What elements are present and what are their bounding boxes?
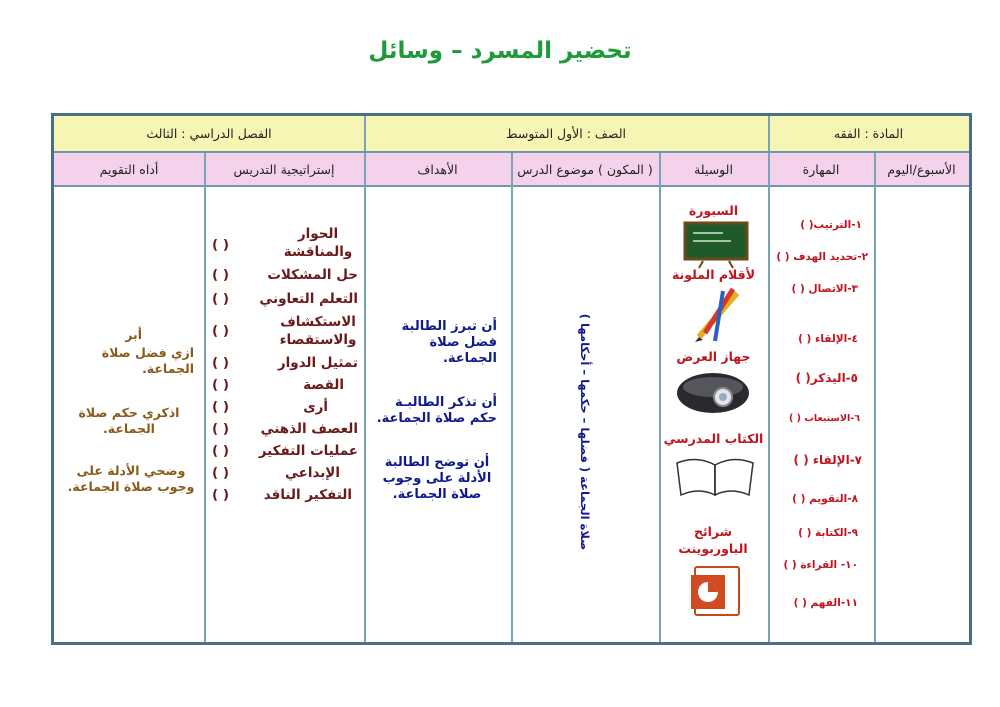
evaluation-item: ازي فضل صلاة الجماعة. [101,345,194,376]
col-topic: ( المكون ) موضوع الدرس [517,161,653,177]
grade-cell: الصف : الأول المتوسط [506,126,626,141]
lesson-topic-text: صلاة الجماعة ( فضلها – حكمها – أحكامها ) [577,313,592,551]
lesson-plan-table [51,113,972,645]
objective-item: أن توضح الطالبة الأدلة على وجوب صلاة الجماعة. [382,455,492,502]
skill-item: ٢-تحديد الهدف ( ) [776,251,868,263]
strategy-item: الحوار والمناقشة [283,226,353,260]
skill-item: ٧-الإلقاء ( ) [793,453,862,467]
tool-label: السبورة [688,203,739,218]
skill-item: ٤-الإلقاء ( ) [798,333,858,345]
col-evaluation: أداه التقويم [99,161,159,177]
strategy-item: الإبداعي [284,465,340,481]
evaluation-item: وضحي الأدلة على وجوب صلاة الجماعة. [67,463,195,494]
evaluation-item: اذكري حكم صلاة الجماعة. [78,405,180,436]
col-tool: الوسيلة [694,161,733,177]
checkbox-paren[interactable]: ( ) [212,237,230,253]
col-skill: المهارة [802,161,840,177]
objective-item: أن تبرز الطالبة فضل صلاة الجماعة. [401,319,497,366]
projector-icon [673,367,753,417]
evaluation-item: أبر [125,327,142,342]
tools-column [659,187,768,642]
skill-item: ٩-الكتابة ( ) [798,527,858,539]
tool-label: شرائح الباوربوينت [678,524,748,556]
page-title: تحضير المسرد – وسائل [368,38,632,64]
col-strategy: إستراتيجية التدريس [233,161,335,177]
checkbox-paren[interactable]: ( ) [212,487,230,503]
checkbox-paren[interactable]: ( ) [212,291,230,307]
strategy-item: القصة [303,377,344,393]
checkbox-paren[interactable]: ( ) [212,399,230,415]
powerpoint-icon [689,565,743,617]
skill-item: ١-الترتيب( ) [800,219,862,231]
evaluation-column [54,187,204,642]
colored-pencils-icon [689,287,745,343]
blackboard-icon [683,221,749,269]
strategy-item: عمليات التفكير [258,443,358,459]
skill-item: ٣-الاتصال ( ) [791,283,858,295]
skill-item: ١١-الفهم ( ) [793,597,858,609]
header-row [54,116,969,153]
checkbox-paren[interactable]: ( ) [212,323,230,339]
checkbox-paren[interactable]: ( ) [212,465,230,481]
checkbox-paren[interactable]: ( ) [212,267,230,283]
col-objectives: الأهداف [417,161,458,177]
checkbox-paren[interactable]: ( ) [212,421,230,437]
strategy-item: التفكير الناقد [263,487,352,503]
divider [364,116,366,151]
checkbox-paren[interactable]: ( ) [212,377,230,393]
checkbox-paren[interactable]: ( ) [212,355,230,371]
open-book-icon [673,451,757,501]
objectives-column [364,187,511,642]
semester-cell: الفصل الدراسي : الثالث [146,126,272,141]
divider [874,153,876,642]
divider [768,116,770,151]
strategy-item: التعلم التعاوني [259,291,358,307]
strategy-item: الاستكشاف والاستقصاء [279,314,357,348]
skill-item: ٦-الاستيعاب ( ) [789,413,860,424]
strategy-item: العصف الذهني [260,421,358,437]
col-week-day: الأسبوع/اليوم [887,161,956,177]
strategy-item: حل المشكلات [267,267,358,283]
skills-column [768,187,874,642]
strategy-column [204,187,364,642]
strategy-item: تمثيل الدوار [277,355,358,371]
subject-cell: المادة : الفقه [833,126,904,141]
skill-item: ١٠- القراءة ( ) [783,559,858,571]
topic-column [511,187,659,642]
tool-label: جهاز العرض [676,349,751,364]
strategy-item: أرى [303,399,328,415]
tool-label: الكتاب المدرسي [663,431,764,446]
tool-label: لأقلام الملونة [671,267,756,282]
skill-item: ٨-التقويم ( ) [792,493,858,505]
skill-item: ٥-اليذكر( ) [795,371,858,385]
checkbox-paren[interactable]: ( ) [212,443,230,459]
lesson-topic [573,313,597,551]
objective-item: أن تذكر الطالبـة حكم صلاة الجماعة. [376,395,497,426]
